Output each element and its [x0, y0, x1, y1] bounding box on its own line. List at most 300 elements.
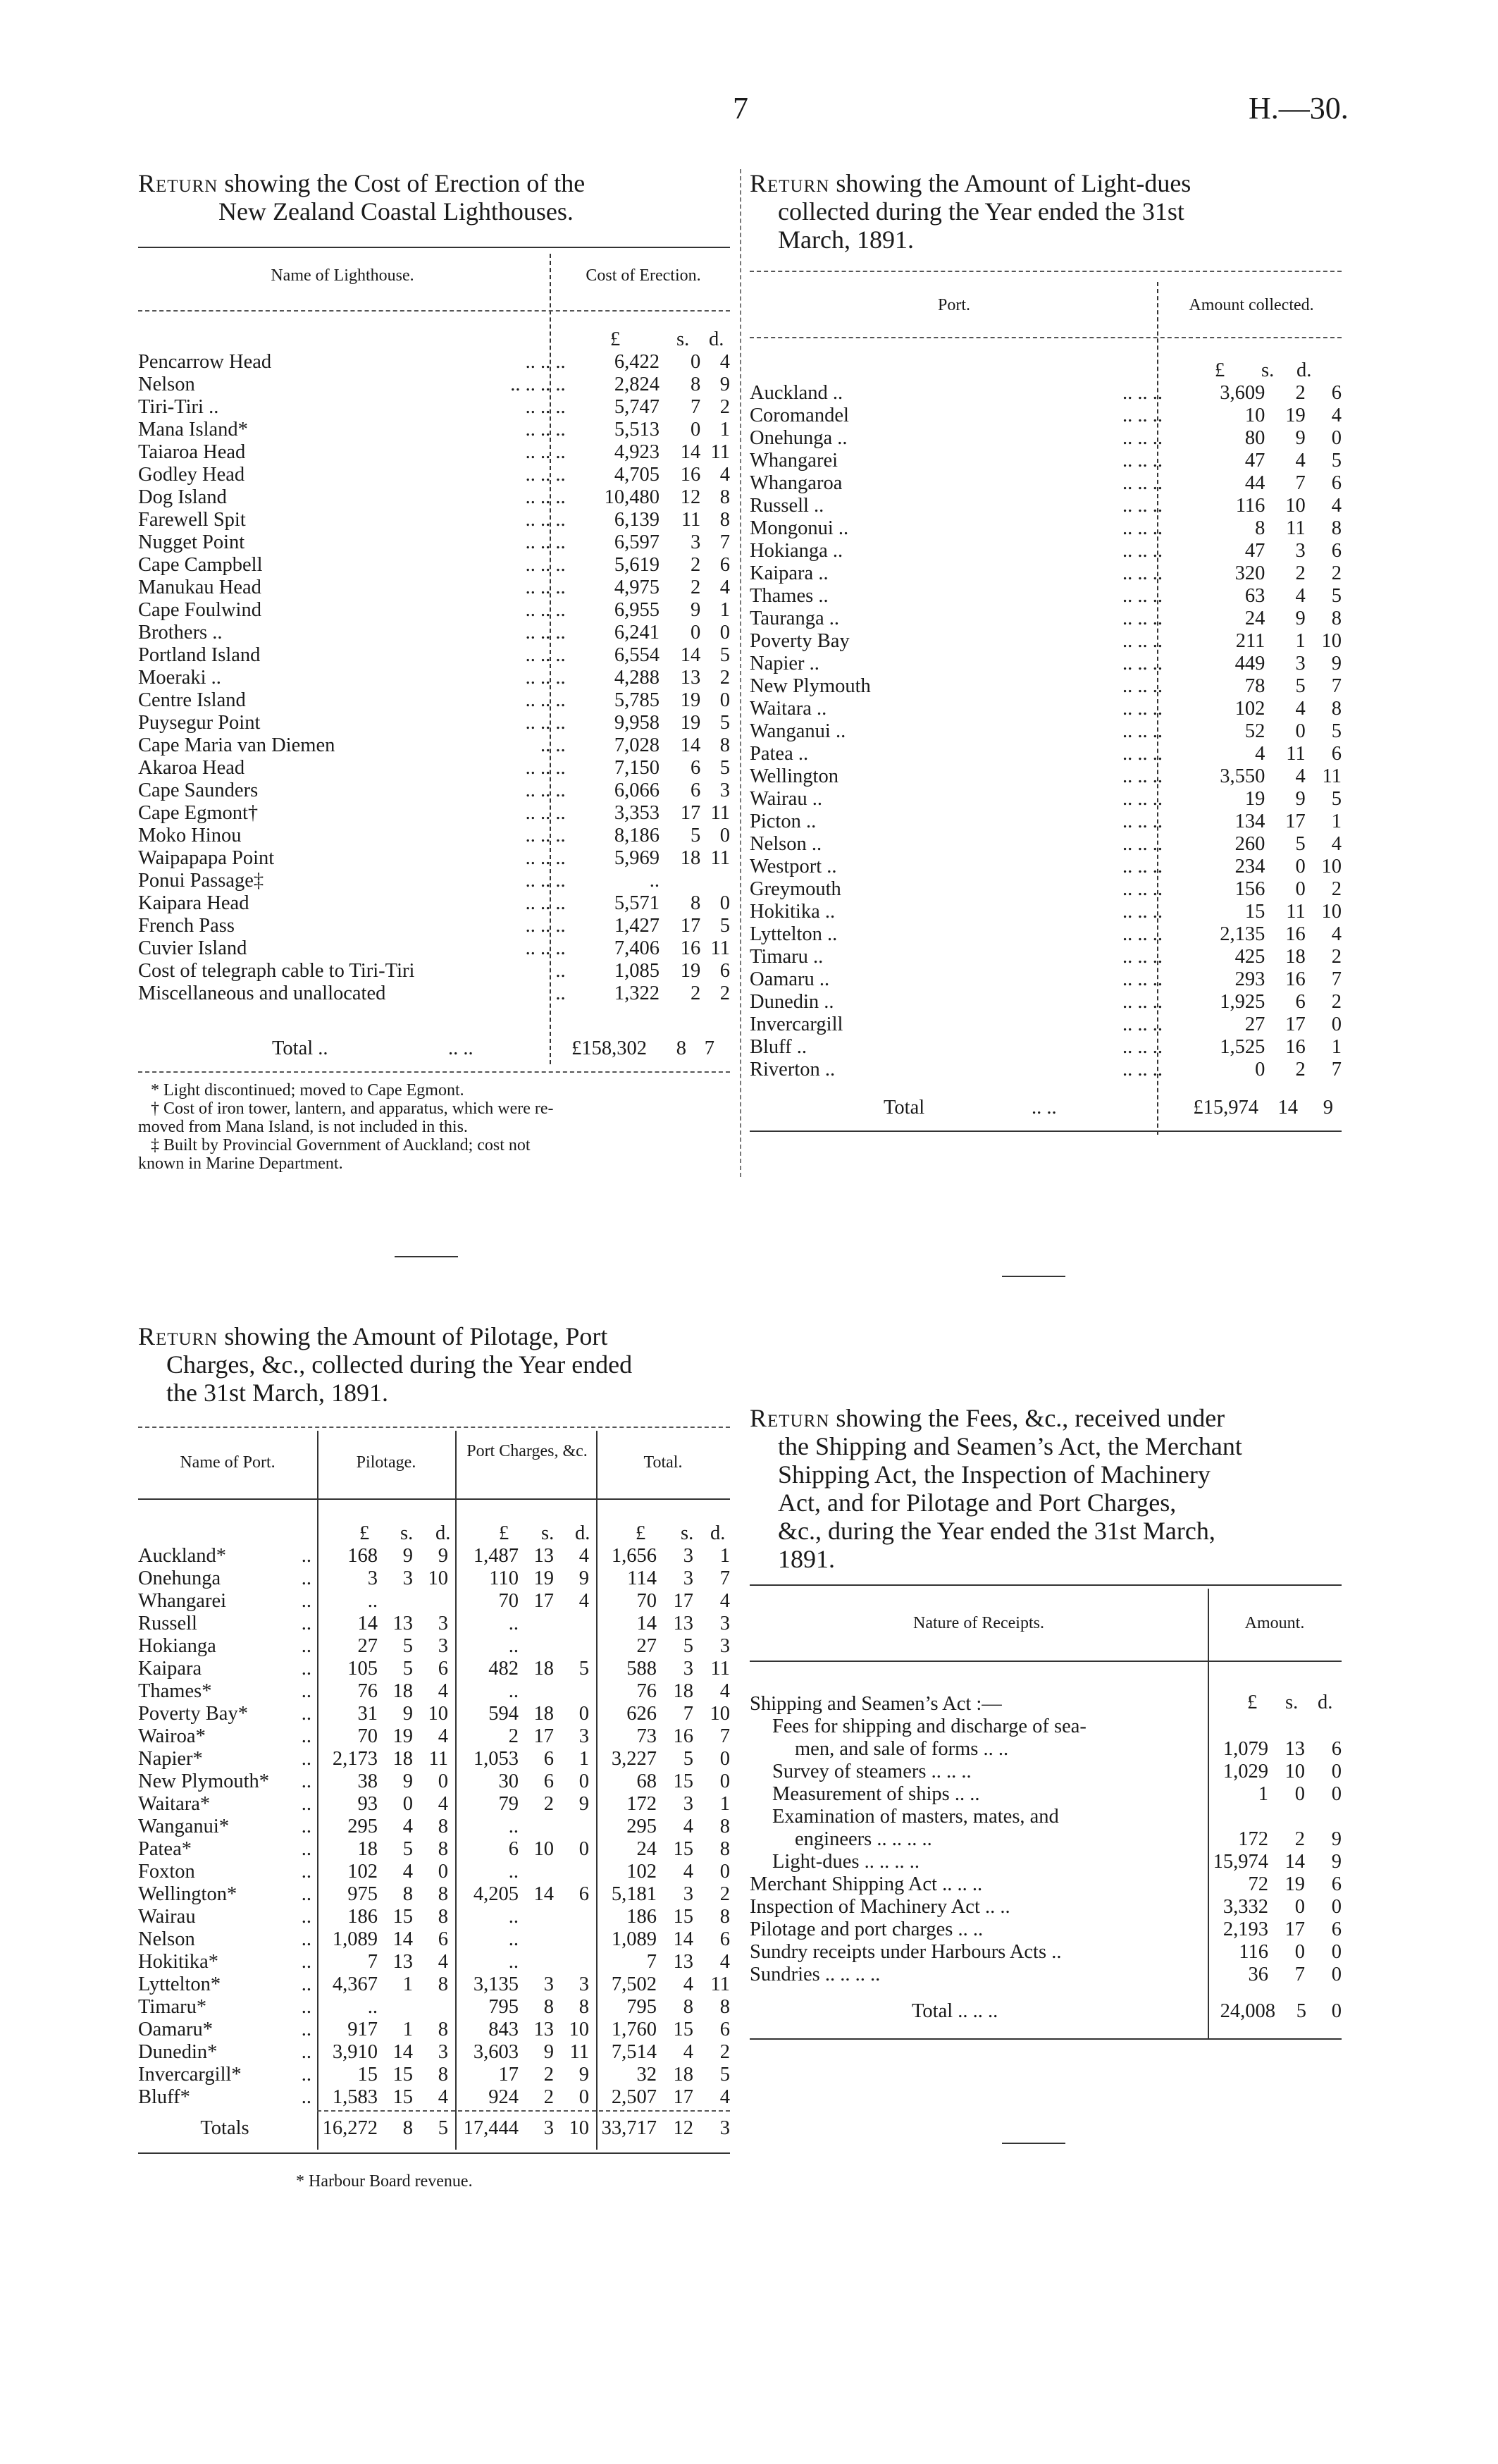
- amount-shillings: 11: [1286, 901, 1306, 923]
- table-row: [135, 1861, 733, 1883]
- leader-dots: .. .. ..: [1122, 675, 1163, 697]
- cost-pounds: 1,085: [614, 960, 660, 982]
- amount-pounds: 2,135: [1220, 923, 1265, 945]
- port-name: New Plymouth: [750, 675, 871, 697]
- t-value: 15: [673, 1906, 693, 1928]
- p-value: [416, 1590, 451, 1613]
- port-name: Wanganui ..: [750, 720, 846, 742]
- p-value: 13: [392, 1951, 413, 1973]
- amount-pence: 7: [1331, 968, 1342, 990]
- cost-shillings: 0: [691, 351, 701, 373]
- table-row: [747, 1964, 1344, 1986]
- t-value: 7: [719, 1725, 730, 1747]
- amount-pence: 6: [1331, 743, 1342, 765]
- fee-pounds: 1,029: [1222, 1761, 1268, 1782]
- t-value: 18: [673, 1680, 693, 1702]
- cost-pence: 11: [710, 802, 730, 824]
- leader-dots: .. .. ..: [1122, 788, 1163, 810]
- receipt-label: Merchant Shipping Act .. .. ..: [750, 1873, 983, 1895]
- c-value: 2: [543, 2086, 554, 2108]
- leader-dots: ..: [301, 1680, 311, 1702]
- totals-p-value: 16,272: [322, 2117, 378, 2139]
- port-name: Auckland*: [138, 1545, 227, 1567]
- port-name: Wellington*: [138, 1883, 237, 1905]
- totals-t-value: 3: [719, 2117, 730, 2139]
- c-value: 4: [578, 1590, 589, 1612]
- pilotage-totals-row: [135, 2117, 733, 2140]
- p-value: 3: [438, 1613, 448, 1634]
- t-value: 0: [719, 1861, 730, 1883]
- leader-dots: .. .. ..: [1122, 968, 1163, 990]
- fee-pence: [1308, 1806, 1344, 1828]
- t-value: 15: [673, 1770, 693, 1792]
- table-row: [747, 1806, 1344, 1828]
- cost-pounds: 5,571: [614, 892, 660, 914]
- p-value: 8: [438, 1906, 448, 1928]
- table-row: [135, 1928, 733, 1951]
- amount-pence: 6: [1331, 540, 1342, 562]
- totals-p-value: 8: [402, 2117, 413, 2139]
- lighthouse-name: Centre Island: [138, 689, 246, 711]
- leader-dots: .. .. ..: [525, 870, 566, 892]
- p-value: 168: [347, 1545, 378, 1567]
- port-name: Oamaru*: [138, 2019, 213, 2040]
- leader-dots: .. .. ..: [525, 915, 566, 937]
- port-name: Foxton: [138, 1861, 195, 1883]
- fee-pence: 0: [1331, 1964, 1342, 1985]
- p-value: 14: [392, 1928, 413, 1950]
- c-value: 0: [578, 1838, 589, 1860]
- leader-dots: ..: [301, 2064, 311, 2086]
- amount-pounds: 293: [1234, 968, 1265, 990]
- c-value: 6: [543, 1748, 554, 1770]
- table-row: [135, 374, 733, 396]
- amount-shillings: 10: [1285, 495, 1306, 517]
- leader-dots: .. .. ..: [1122, 901, 1163, 923]
- port-name: Wairau ..: [750, 788, 822, 810]
- table-row: [135, 712, 733, 734]
- p-value: 4,367: [332, 1973, 378, 1995]
- amount-shillings: 2: [1295, 1059, 1306, 1080]
- table-row: [135, 351, 733, 374]
- table-row: [135, 419, 733, 441]
- totals-t-value: 12: [673, 2117, 693, 2139]
- fees-col-nature: Nature of Receipts.: [913, 1614, 1044, 1632]
- c-value: 594: [488, 1703, 519, 1725]
- leader-dots: ..: [301, 2086, 311, 2108]
- leader-dots: .. .. ..: [1122, 405, 1163, 426]
- t-value: 4: [719, 1951, 730, 1973]
- c-value: 10: [533, 1838, 554, 1860]
- c-value: 6: [578, 1883, 589, 1905]
- t-value: 1,656: [611, 1545, 657, 1567]
- table-row: [135, 734, 733, 757]
- table-row: [135, 892, 733, 915]
- t-value: 3,227: [611, 1748, 657, 1770]
- leader-dots: ..: [301, 2019, 311, 2040]
- receipt-label: Sundry receipts under Harbours Acts ..: [750, 1941, 1062, 1963]
- t-value: 5,181: [611, 1883, 657, 1905]
- table-row: [747, 540, 1344, 562]
- leader-dots: .. .. ..: [525, 802, 566, 824]
- c-value: ..: [508, 1861, 519, 1883]
- lighthouse-name: Mana Island*: [138, 419, 248, 441]
- t-value: 7,514: [611, 2041, 657, 2063]
- lighthouse-name: Godley Head: [138, 464, 245, 486]
- leader-dots: .. .. ..: [1122, 765, 1163, 787]
- p-value: 15: [392, 2064, 413, 2086]
- amount-pounds: 260: [1234, 833, 1265, 855]
- amount-shillings: 5: [1295, 675, 1306, 697]
- fee-shillings: 0: [1294, 1896, 1305, 1918]
- c-value: 17: [533, 1725, 554, 1747]
- port-name: Hokianga: [138, 1635, 216, 1657]
- leader-dots: .. ..: [540, 734, 566, 756]
- amount-pounds: 134: [1234, 811, 1265, 832]
- fees-title: Return showing the Fees, &c., received under the Shipping and Seamen’s Act, the Merchant Shipping Act, the Inspection of Machinery Act, and for Pilotage and Port Charges, &c., during the Year ended the 31st March, 1891.: [750, 1404, 1242, 1573]
- p-value: 4: [402, 1816, 413, 1837]
- amount-pounds: 211: [1235, 630, 1265, 652]
- p-value: 8: [438, 1838, 448, 1860]
- leader-dots: ..: [301, 1590, 311, 1612]
- c-value: 3,135: [473, 1973, 519, 1995]
- port-name: Napier*: [138, 1748, 203, 1770]
- p-value: 76: [357, 1680, 378, 1702]
- lighthouses-col-name: Name of Lighthouse.: [271, 266, 414, 285]
- cost-shillings: 5: [691, 825, 701, 846]
- table-row: [747, 991, 1344, 1014]
- table-row: [135, 667, 733, 689]
- p-value: 5: [402, 1658, 413, 1680]
- amount-pence: 0: [1331, 427, 1342, 449]
- t-value: 2: [719, 2041, 730, 2063]
- table-row: [135, 1748, 733, 1770]
- leader-dots: ..: [301, 1928, 311, 1950]
- p-value: 8: [438, 2019, 448, 2040]
- amount-pounds: 52: [1244, 720, 1265, 742]
- amount-shillings: 4: [1295, 450, 1306, 472]
- t-value: 0: [719, 1770, 730, 1792]
- cost-pence: 0: [719, 825, 730, 846]
- leader-dots: .. .. .. ..: [510, 374, 566, 395]
- table-row: [135, 847, 733, 870]
- amount-shillings: 16: [1285, 968, 1306, 990]
- t-value: 7: [646, 1951, 657, 1973]
- t-value: 73: [636, 1725, 657, 1747]
- t-value: 15: [673, 1838, 693, 1860]
- amount-pence: 4: [1331, 495, 1342, 517]
- port-name: Wanganui*: [138, 1816, 230, 1837]
- leader-dots: .. .. ..: [1122, 472, 1163, 494]
- fee-pounds: 72: [1248, 1873, 1268, 1895]
- table-row: [747, 901, 1344, 923]
- lighthouse-name: Puysegur Point: [138, 712, 261, 734]
- c-value: [557, 1906, 592, 1928]
- t-value: 15: [673, 2019, 693, 2040]
- cost-pounds: 3,353: [614, 802, 660, 824]
- amount-pounds: 156: [1234, 878, 1265, 900]
- cost-pounds: 5,747: [614, 396, 660, 418]
- leader-dots: .. .. ..: [1122, 1014, 1163, 1035]
- t-value: 186: [626, 1906, 657, 1928]
- t-value: 4: [719, 1590, 730, 1612]
- t-value: 18: [673, 2064, 693, 2086]
- cost-pounds: 6,597: [614, 531, 660, 553]
- table-row: [135, 915, 733, 937]
- t-value: 8: [719, 1906, 730, 1928]
- t-value: 1,760: [611, 2019, 657, 2040]
- pilotage-title: Return showing the Amount of Pilotage, Port Charges, &c., collected during the Year ended the 31st March, 1891.: [138, 1322, 633, 1407]
- c-value: [557, 1613, 592, 1635]
- cost-pounds: 6,241: [614, 622, 660, 643]
- t-value: 10: [710, 1703, 730, 1725]
- table-row: [135, 1590, 733, 1613]
- c-value: 17: [533, 1590, 554, 1612]
- t-value: 0: [719, 1748, 730, 1770]
- p-value: 31: [357, 1703, 378, 1725]
- port-name: Hokitika ..: [750, 901, 836, 923]
- amount-pence: 8: [1331, 517, 1342, 539]
- fee-shillings: 0: [1294, 1941, 1305, 1963]
- p-value: 8: [438, 1816, 448, 1837]
- cost-shillings: 13: [680, 667, 701, 689]
- p-value: 27: [357, 1635, 378, 1657]
- amount-shillings: 11: [1286, 743, 1306, 765]
- cost-pence: [703, 870, 733, 892]
- cost-shillings: 17: [680, 802, 701, 824]
- lighthouse-name: French Pass: [138, 915, 235, 937]
- cost-pounds: 7,406: [614, 937, 660, 959]
- p-value: 1: [402, 1973, 413, 1995]
- leader-dots: ..: [301, 1567, 311, 1589]
- c-value: [557, 1951, 592, 1973]
- c-value: [557, 1928, 592, 1951]
- cost-pounds: 5,785: [614, 689, 660, 711]
- port-name: Napier ..: [750, 653, 819, 674]
- t-value: 24: [636, 1838, 657, 1860]
- cost-shillings: 9: [691, 599, 701, 621]
- table-row: [135, 464, 733, 486]
- receipt-label: Measurement of ships .. ..: [772, 1783, 980, 1805]
- cost-pounds: 9,958: [614, 712, 660, 734]
- c-value: 9: [543, 2041, 554, 2063]
- table-row: [747, 585, 1344, 608]
- amount-shillings: 16: [1285, 1036, 1306, 1058]
- fee-shillings: 0: [1294, 1783, 1305, 1805]
- lighthouse-name: Pencarrow Head: [138, 351, 272, 373]
- fee-pence: 9: [1331, 1851, 1342, 1873]
- c-value: 1,487: [473, 1545, 519, 1567]
- leader-dots: .. .. ..: [1122, 585, 1163, 607]
- c-value: 13: [533, 1545, 554, 1567]
- leader-dots: ..: [301, 1545, 311, 1567]
- leader-dots: ..: [301, 1635, 311, 1657]
- table-row: [135, 780, 733, 802]
- leader-dots: .. .. ..: [525, 780, 566, 801]
- table-row: [747, 1918, 1344, 1941]
- p-value: 5: [402, 1635, 413, 1657]
- amount-shillings: 18: [1285, 946, 1306, 968]
- table-row: [135, 1973, 733, 1996]
- table-row: [135, 937, 733, 960]
- lighthouse-name: Dog Island: [138, 486, 227, 508]
- c-value: [521, 1951, 557, 1973]
- leader-dots: .. .. ..: [525, 554, 566, 576]
- port-name: Riverton ..: [750, 1059, 836, 1080]
- cost-shillings: 6: [691, 757, 701, 779]
- cost-shillings: 17: [680, 915, 701, 937]
- cost-shillings: 8: [691, 374, 701, 395]
- t-value: 4: [683, 1973, 693, 1995]
- cost-pounds: 1,427: [614, 915, 660, 937]
- c-value: 3: [543, 1973, 554, 1995]
- lighthouse-name: Cape Saunders: [138, 780, 259, 801]
- p-value: 0: [402, 1793, 413, 1815]
- leader-dots: .. .. ..: [1122, 382, 1163, 404]
- lighthouse-name: Cape Foulwind: [138, 599, 261, 621]
- c-value: 110: [489, 1567, 519, 1589]
- t-value: 626: [626, 1703, 657, 1725]
- receipt-label: Fees for shipping and discharge of sea-: [772, 1715, 1087, 1737]
- cost-pence: 5: [719, 644, 730, 666]
- amount-pence: 4: [1331, 923, 1342, 945]
- amount-shillings: 19: [1285, 405, 1306, 426]
- fee-pounds: 3,332: [1222, 1896, 1268, 1918]
- p-value: 70: [357, 1725, 378, 1747]
- amount-shillings: 9: [1295, 608, 1306, 629]
- leader-dots: .. .. ..: [525, 464, 566, 486]
- c-value: ..: [508, 1635, 519, 1657]
- leader-dots: .. .. ..: [1122, 946, 1163, 968]
- amount-pence: 1: [1331, 1036, 1342, 1058]
- p-value: [416, 1996, 451, 2019]
- c-value: [521, 1816, 557, 1838]
- leader-dots: ..: [301, 1973, 311, 1995]
- fee-shillings: 13: [1285, 1738, 1305, 1760]
- c-value: 924: [488, 2086, 519, 2108]
- amount-pounds: 3,609: [1220, 382, 1265, 404]
- leader-dots: .. .. ..: [1122, 495, 1163, 517]
- amount-pounds: 19: [1244, 788, 1265, 810]
- lighthouse-name: Manukau Head: [138, 577, 261, 598]
- fee-shillings: 2: [1294, 1828, 1305, 1850]
- amount-pence: 1: [1331, 811, 1342, 832]
- cost-pence: 0: [719, 622, 730, 643]
- cost-pence: 8: [719, 509, 730, 531]
- table-row: [747, 923, 1344, 946]
- p-value: 9: [402, 1770, 413, 1792]
- table-row: [135, 644, 733, 667]
- table-row: [135, 2041, 733, 2064]
- lighthouse-name: Ponui Passage‡: [138, 870, 264, 892]
- fee-shillings: [1271, 1806, 1308, 1828]
- amount-pence: 4: [1331, 833, 1342, 855]
- table-row: [135, 1680, 733, 1703]
- c-value: 30: [498, 1770, 519, 1792]
- amount-pence: 2: [1331, 562, 1342, 584]
- amount-pounds: 425: [1234, 946, 1265, 968]
- p-value: 4: [438, 1951, 448, 1973]
- amount-pounds: 63: [1244, 585, 1265, 607]
- p-value: 6: [438, 1928, 448, 1950]
- table-row: [747, 1896, 1344, 1918]
- cost-pounds: 7,028: [614, 734, 660, 756]
- table-row: [135, 1658, 733, 1680]
- table-row: [747, 1738, 1344, 1761]
- p-value: 15: [392, 1906, 413, 1928]
- table-row: [747, 675, 1344, 698]
- t-value: 68: [636, 1770, 657, 1792]
- cost-pounds: 4,923: [614, 441, 660, 463]
- port-name: Thames ..: [750, 585, 829, 607]
- table-row: [747, 788, 1344, 811]
- table-row: [747, 1851, 1344, 1873]
- p-value: 1,583: [332, 2086, 378, 2108]
- amount-shillings: 2: [1295, 562, 1306, 584]
- lighthouse-name: Nugget Point: [138, 531, 245, 553]
- cost-pounds: 8,186: [614, 825, 660, 846]
- cost-pence: 1: [719, 599, 730, 621]
- p-value: 3: [402, 1567, 413, 1589]
- p-value: 15: [357, 2064, 378, 2086]
- t-value: 4: [719, 2086, 730, 2108]
- amount-pounds: 15: [1244, 901, 1265, 923]
- p-value: 295: [347, 1816, 378, 1837]
- leader-dots: .. .. ..: [525, 644, 566, 666]
- c-value: 3: [578, 1973, 589, 1995]
- t-value: 3: [683, 1658, 693, 1680]
- t-value: 76: [636, 1680, 657, 1702]
- c-value: 795: [488, 1996, 519, 2018]
- table-row: [747, 427, 1344, 450]
- port-name: Westport ..: [750, 856, 837, 877]
- c-value: ..: [508, 1906, 519, 1928]
- t-value: 3: [683, 1567, 693, 1589]
- c-value: 482: [488, 1658, 519, 1680]
- t-value: 14: [636, 1613, 657, 1634]
- cost-shillings: 19: [680, 960, 701, 982]
- table-row: [135, 825, 733, 847]
- cost-pounds: 4,288: [614, 667, 660, 689]
- fee-pence: 0: [1331, 1783, 1342, 1805]
- table-row: [747, 1036, 1344, 1059]
- p-value: 8: [438, 1883, 448, 1905]
- leader-dots: .. .. ..: [525, 396, 566, 418]
- t-value: 3: [683, 1793, 693, 1815]
- table-row: [135, 757, 733, 780]
- c-value: 14: [533, 1883, 554, 1905]
- amount-pence: 5: [1331, 450, 1342, 472]
- p-value: 6: [438, 1658, 448, 1680]
- table-row: [135, 960, 733, 982]
- table-row: [135, 1838, 733, 1861]
- leader-dots: .. .. ..: [1122, 923, 1163, 945]
- amount-pence: 5: [1331, 585, 1342, 607]
- p-value: 10: [428, 1567, 448, 1589]
- lighthouse-name: Moko Hinou: [138, 825, 242, 846]
- t-value: 13: [673, 1613, 693, 1634]
- cost-pence: 6: [719, 554, 730, 576]
- amount-pounds: 47: [1244, 540, 1265, 562]
- port-name: Invercargill: [750, 1014, 843, 1035]
- fee-pence: 6: [1331, 1873, 1342, 1895]
- p-value: 14: [357, 1613, 378, 1634]
- port-name: Hokianga ..: [750, 540, 843, 562]
- c-value: [521, 1861, 557, 1883]
- amount-pounds: 10: [1244, 405, 1265, 426]
- t-value: 13: [673, 1951, 693, 1973]
- cost-shillings: 14: [680, 441, 701, 463]
